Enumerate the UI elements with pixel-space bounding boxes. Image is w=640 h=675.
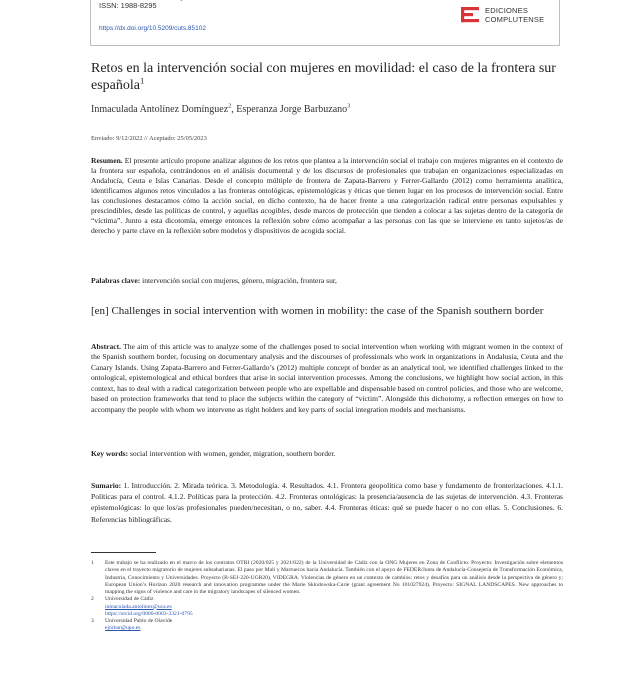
author-2: Esperanza Jorge Barbuzano xyxy=(236,104,348,115)
abstract-es-text-a: El presente artículo propone analizar algunos de los retos que plantea a la intervención social el trabajo con mujeres migrantes en el contexto de la frontera sur española, centrándonos en el análisis documental y de los discursos de profesionales que trabajan en organizaciones especializadas en Andalucía, Ceuta e Islas Canarias. Desde el concepto múltiple de frontera de Zapata-Barrero y Ferrer-Gallardo (2012) como herramienta analítica, identificamos algunos retos vinculados a las fronteras ontológicas, epistemológicas y éticas que tienen lugar en los procesos de intervención social. Entre las conclusiones destacamos cómo la acción social, en dicho contexto, ha de hacer frente a una categorización radical entre personas expulsables y prescindibles, desde las políticas de control, y aquellas xyxy=(91,156,563,215)
affiliation: Universidad Pablo de Olavide xyxy=(105,618,173,624)
keywords-es-label: Palabras clave: xyxy=(91,276,141,285)
author-1-footnote-ref[interactable]: 2 xyxy=(228,102,232,110)
footnotes xyxy=(91,560,563,633)
abstract-en xyxy=(91,342,563,415)
keywords-en-label: Key words: xyxy=(91,449,129,458)
ediciones-complutense-icon xyxy=(461,6,479,24)
orcid-link[interactable]: https://orcid.org/0000-0003-3321-0795 xyxy=(105,610,193,617)
publisher-line2: COMPLUTENSE xyxy=(485,15,545,24)
keywords-es-text: intervención social con mujeres, género, migración, frontera sur, xyxy=(140,276,337,285)
footnote-1 xyxy=(91,560,563,596)
author-1: Inmaculada Antolínez Domínguez xyxy=(91,104,229,115)
keywords-en xyxy=(91,449,563,459)
submission-dates: Enviado: 9/12/2022 // Aceptado: 25/05/2023 xyxy=(91,135,207,142)
footnote-number: 2 xyxy=(91,596,94,603)
keywords-es xyxy=(91,276,563,286)
publisher-line1: EDICIONES xyxy=(485,6,529,15)
abstract-es-label: Resumen. xyxy=(91,156,123,165)
footnote-number: 1 xyxy=(91,560,94,566)
footnote-divider xyxy=(91,552,156,553)
footnote-body xyxy=(105,618,563,633)
abstract-es-italic: acogibles xyxy=(260,205,290,215)
summary-text: 1. Introducción. 2. Mirada teórica. 3. Metodología. 4. Resultados. 4.1. Frontera geopolítica como base y fundamento de fronterizaciones. 4.1.1. Políticas para el control. 4.1.2. Políticas para la protección. 4.2. Fronteras ontológicas: la presencia/ausencia de las sujetas de intervención. 4.3. Fronteras epistemológicas: lo que los/as profesionales pueden/necesitan, o no, saber. 4.4. Fronteras éticas: qué se puede hacer o no con ellas. 5. Conclusiones. 6. Referencias bibliográficas. xyxy=(91,481,563,524)
abstract-es xyxy=(91,156,563,236)
abstract-en-text: The aim of this article was to analyze some of the challenges posed to social intervention when working with migrant women in the context of the Spanish southern border, focusing on documentary analysis and the discourses of professionals who work in organizations in Andalusia, Ceuta and the Canary Islands. Using Zapata-Barrero and Ferrer-Gallardo’s (2012) multiple concept of border as an analytical tool, we identified challenges linked to the ontological, epistemological and ethical borders that arise in social intervention processes. Among the conclusions, we highlight how social action, in this context, has to deal with a radical categorization between people who are expellable and dispensable based on control policies, and those who are welcome, based on protection frameworks that tend to place the subjects within the category of “victim”. Alongside this dichotomy, a reflection emerges on how to accompany the people with whom we intervene as right holders and key parts of social integration models and mechanisms. xyxy=(91,342,563,414)
publisher-name xyxy=(485,6,544,24)
doi-link[interactable]: https://dx.doi.org/10.5209/cuts.85102 xyxy=(99,25,206,32)
footnote-3 xyxy=(91,618,563,633)
footnote-body xyxy=(105,596,563,618)
keywords-en-text: social intervention with women, gender, migration, southern border. xyxy=(128,449,336,458)
abstract-es-text-b: , desde marcos de protección que tienden a colocar a las sujetas dentro de la categoría de “víctima”. Junto a esta dicotomía, emerge entonces la reflexión sobre cómo acompañar a las personas con las que se interviene en tanto sujetos/as de derecho y parte clave en la reflexión sobre modelos y dispositivos de acogida social. xyxy=(91,205,564,235)
issn: ISSN: 1988-8295 xyxy=(99,1,157,10)
article-title xyxy=(91,60,561,94)
footnote-text: Este trabajo se ha realizado en el marco de los contratos OTRI (2020/025 y 2021/022) de la Universidad de Cádiz con la ONG Mujeres en Zona de Conflicto. Proyecto: Investigación sobre elementos claves en el trayecto migratorio de mujeres subsaharianas. El paso por Mali y Marruecos hacia Andalucía. También con el apoyo de FEDER/Junta de Andalucía-Consejería de Transformación Económica, Industria, Conocimiento y Universidades. Proyecto (B-SEJ-220-UGR20), VIDEGRA. Violencias de género en un contexto de cambios: retos y desafíos para un análisis desde la perspectiva de género y; European Union’s Horizon 2020 research and innovation programme under the Marie Sklodowska-Curie (grant agreement No 101027924). Proyecto: SIGNAL LANDSCAPES. New approaches to mapping the signs of violence and care in the migratory landscapes of silenced women. xyxy=(105,560,563,595)
email-link[interactable]: inmaculada.antolinez@uca.es xyxy=(105,603,172,610)
author-2-footnote-ref[interactable]: 3 xyxy=(347,102,351,110)
abstract-en-label: Abstract. xyxy=(91,342,121,351)
affiliation: Universidad de Cádiz xyxy=(105,596,154,603)
article-title-text: Retos en la intervención social con mujeres en movilidad: el caso de la frontera sur española xyxy=(91,61,556,93)
journal-header xyxy=(90,0,560,46)
summary-label: Sumario: xyxy=(91,481,122,490)
footnote-2 xyxy=(91,596,563,618)
english-title: [en] Challenges in social intervention with women in mobility: the case of the Spanish southern border xyxy=(91,305,544,317)
summary xyxy=(91,480,563,525)
footnote-number: 3 xyxy=(91,618,94,624)
email-link[interactable]: ejorbar@upo.es xyxy=(105,625,141,632)
title-footnote-ref[interactable]: 1 xyxy=(139,75,145,86)
author-separator: , xyxy=(231,104,237,115)
publisher-logo xyxy=(461,5,557,29)
authors xyxy=(91,104,350,115)
